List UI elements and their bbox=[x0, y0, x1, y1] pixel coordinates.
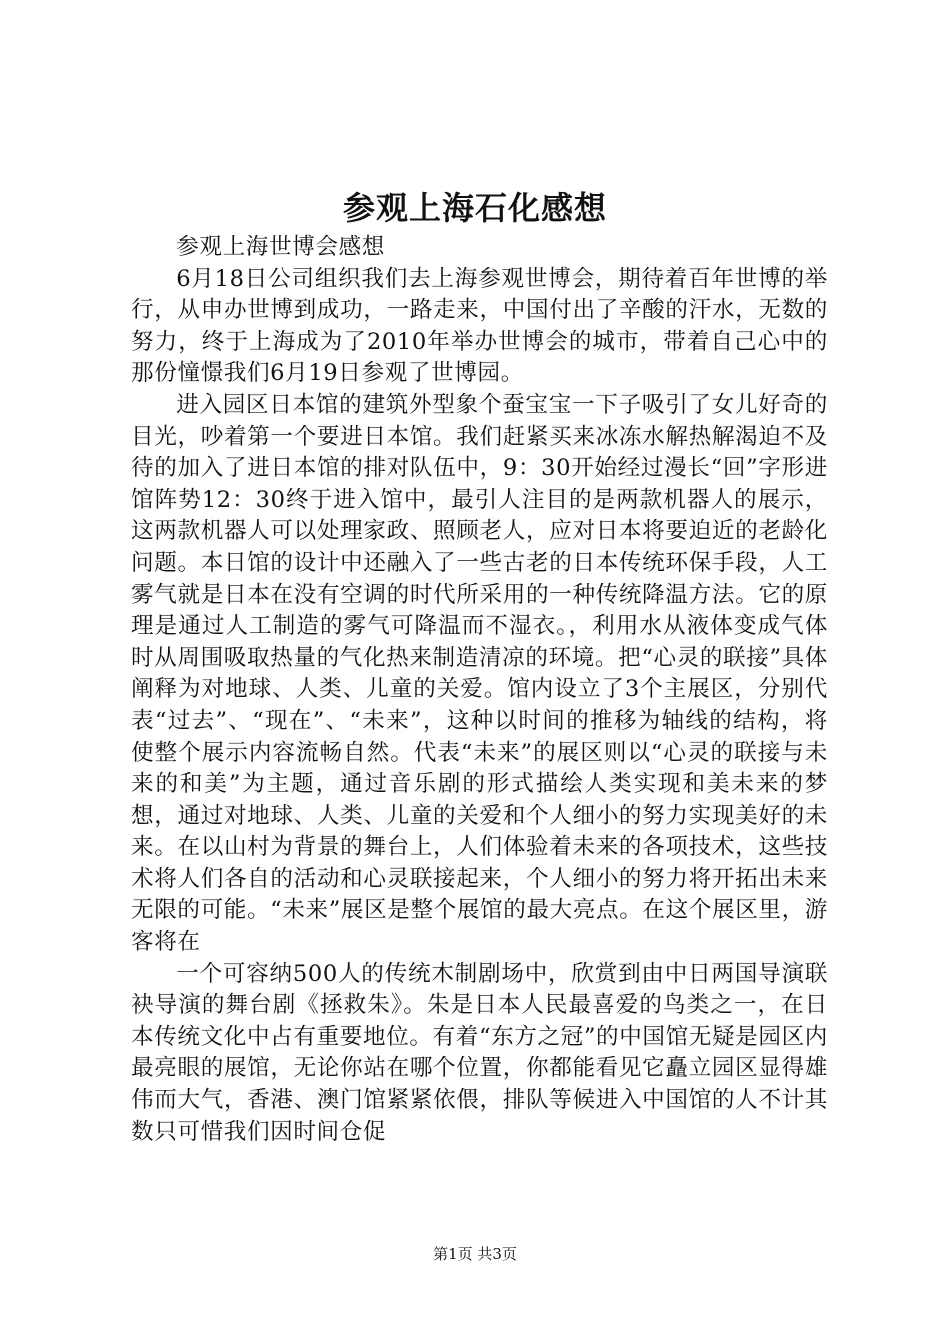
paragraph-japan-pavilion: 进入园区日本馆的建筑外型象个蚕宝宝一下子吸引了女儿好奇的目光，吵着第一个要进日本馆。我们赶紧买来冰冻水解热解渴迫不及待的加入了进日本馆的排对队伍中，9：30开始经过漫长“回”字形进馆阵势12：30终于进入馆中，最引人注目的是两款机器人的展示，这两款机器人可以处理家政、照顾老人，应对日本将要迫近的老龄化问题。本日馆的设计中还融入了一些古老的日本传统环保手段，人工雾气就是日本在没有空调的时代所采用的一种传统降温方法。它的原理是通过人工制造的雾气可降温而不湿衣。，利用水从液体变成气体时从周围吸取热量的气化热来制造清凉的环境。把“心灵的联接”具体阐释为对地球、人类、儿童的关爱。馆内设立了3个主展区，分别代表“过去”、“现在”、“未来”，这种以时间的推移为轴线的结构，将使整个展示内容流畅自然。代表“未来”的展区则以“心灵的联接与未来的和美”为主题，通过音乐剧的形式描绘人类实现和美未来的梦想，通过对地球、人类、儿童的关爱和个人细小的努力实现美好的未来。在以山村为背景的舞台上，人们体验着未来的各项技术，这些技术将人们各自的活动和心灵联接起来，个人细小的努力将开拓出未来无限的可能。“未来”展区是整个展馆的最大亮点。在这个展区里，游客将在 bbox=[131, 391, 828, 956]
document-title: 参观上海石化感想 bbox=[342, 189, 607, 227]
paragraph-china-pavilion: 一个可容纳500人的传统木制剧场中，欣赏到由中日两国导演联袂导演的舞台剧《拯救朱》。朱是日本人民最喜爱的鸟类之一，在日本传统文化中占有重要地位。有着“东方之冠”的中国馆无疑是园区内最亮眼的展馆，无论你站在哪个位置，你都能看见它矗立园区显得雄伟而大气，香港、澳门馆紧紧依偎，排队等候进入中国馆的人不计其数只可惜我们因时间仓促 bbox=[131, 960, 828, 1145]
document-body bbox=[131, 232, 828, 1148]
paragraph-intro: 6月18日公司组织我们去上海参观世博会，期待着百年世博的举行，从申办世博到成功，一路走来，中国付出了辛酸的汗水，无数的努力，终于上海成为了2010年举办世博会的城市，带着自己心中的那份憧憬我们6月19日参观了世博园。 bbox=[131, 265, 828, 387]
paragraph-subtitle: 参观上海世博会感想 bbox=[176, 234, 385, 260]
page-number-footer: 第1页 共3页 bbox=[433, 1245, 517, 1263]
